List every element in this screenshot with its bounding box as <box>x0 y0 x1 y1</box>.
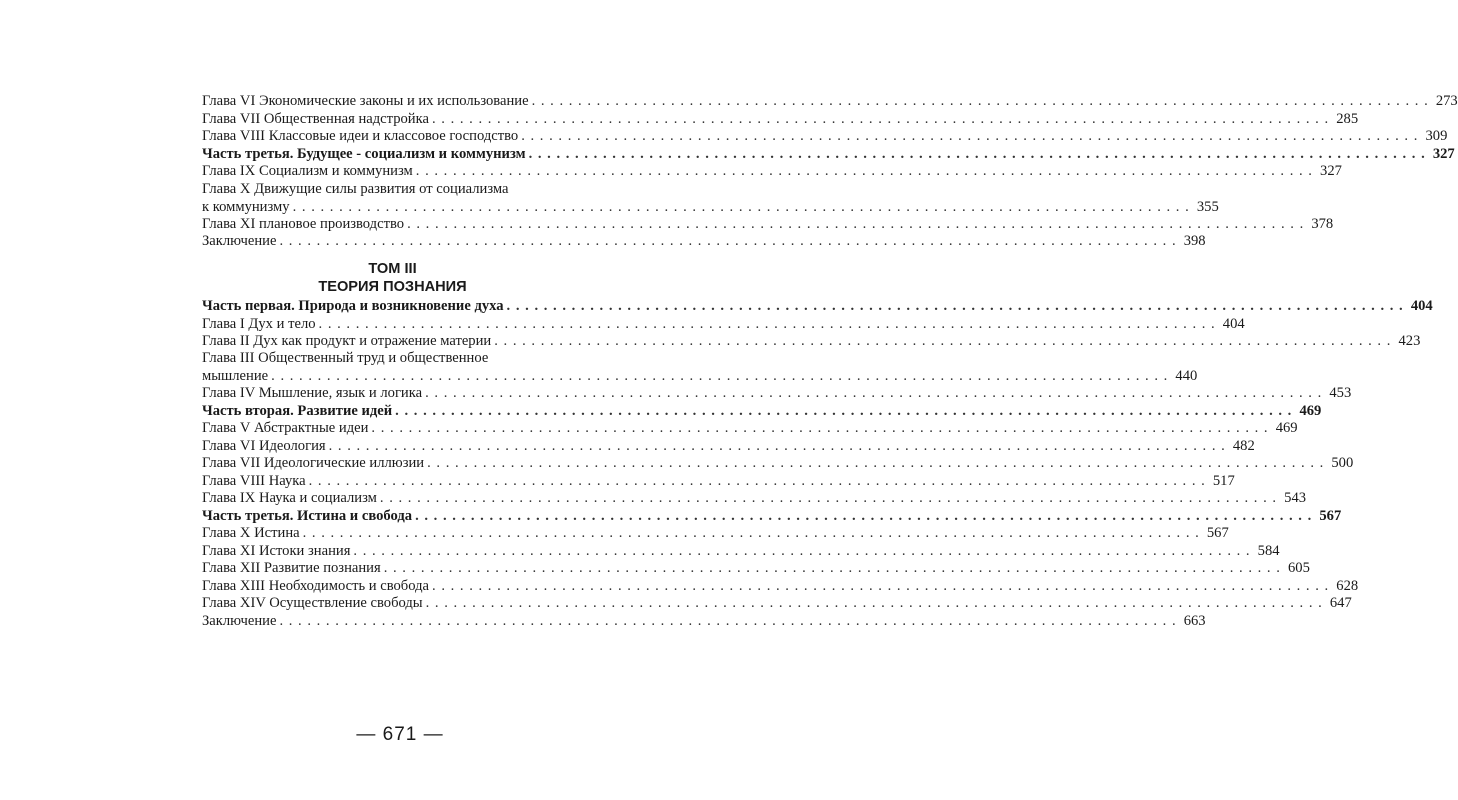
toc-entry-title: Часть первая. Природа и возникновение духа <box>202 298 504 314</box>
leader-dots <box>518 127 1421 145</box>
toc-entry-title: Глава VII Идеологические иллюзии <box>202 455 425 471</box>
toc-entry <box>202 180 1219 216</box>
toc-entry <box>202 542 1280 560</box>
toc-entry-title: Глава VI Идеология <box>202 438 326 454</box>
toc-entry <box>202 612 1206 630</box>
page-number: — 671 — <box>356 724 444 745</box>
toc-entry-page: 285 <box>1336 111 1359 127</box>
toc-entry <box>202 232 1206 250</box>
volume-title: ТЕОРИЯ ПОЗНАНИЯ <box>318 279 467 295</box>
leader-dots <box>412 507 1315 525</box>
toc-entry-page: 517 <box>1212 473 1235 489</box>
toc-entry <box>202 315 1245 333</box>
toc-entry-page: 469 <box>1299 403 1322 419</box>
toc-entry <box>202 559 1310 577</box>
toc-entry-title: Глава X Движущие силы развития от социализма <box>202 181 509 197</box>
toc-entry-title: Глава IX Социализм и коммунизм <box>202 163 413 179</box>
toc-entry-title: Глава VI Экономические законы и их использование <box>202 93 529 109</box>
leader-dots <box>424 454 1327 472</box>
leader-dots <box>368 419 1271 437</box>
toc-entry-page: 440 <box>1175 368 1198 384</box>
leader-dots <box>529 92 1432 110</box>
leader-dots <box>392 402 1295 420</box>
toc-entry-page: 404 <box>1410 298 1433 314</box>
toc-entry-page: 327 <box>1432 146 1455 162</box>
toc-entry-page: 567 <box>1319 508 1342 524</box>
toc-entry-page: 398 <box>1183 233 1206 249</box>
toc-entry-title: Глава II Дух как продукт и отражение материи <box>202 333 492 349</box>
leader-dots <box>290 198 1193 216</box>
toc-entry-title: Заключение <box>202 613 277 629</box>
leader-dots <box>268 367 1171 385</box>
toc-entry <box>202 472 1235 490</box>
toc-part-heading <box>202 507 1342 525</box>
toc-entry <box>202 215 1334 233</box>
leader-dots <box>429 577 1332 595</box>
toc-entry-page: 605 <box>1287 560 1310 576</box>
toc-entry-title: Глава XI плановое производство <box>202 216 405 232</box>
toc-entry <box>202 524 1229 542</box>
toc-entry-title: Часть третья. Будущее - социализм и коммунизм <box>202 146 526 162</box>
leader-dots <box>377 489 1280 507</box>
toc-entry <box>202 594 1352 612</box>
toc-entry-title: Часть третья. Истина и свобода <box>202 508 413 524</box>
toc-entry-title: Глава XIII Необходимость и свобода <box>202 578 430 594</box>
leader-dots <box>404 215 1307 233</box>
toc-part-heading <box>202 402 1322 420</box>
leader-dots <box>316 315 1219 333</box>
leader-dots <box>423 594 1326 612</box>
toc-entry-page: 663 <box>1183 613 1206 629</box>
toc-entry-title: Глава XIV Осуществление свободы <box>202 595 423 611</box>
toc-entry-page: 482 <box>1232 438 1255 454</box>
toc-entry-title: Глава III Общественный труд и общественное <box>202 350 489 366</box>
toc-entry-page: 584 <box>1257 543 1280 559</box>
leader-dots <box>526 145 1429 163</box>
toc-entry <box>202 162 1342 180</box>
leader-dots <box>429 110 1332 128</box>
leader-dots <box>326 437 1229 455</box>
toc-entry-page: 567 <box>1206 525 1229 541</box>
leader-dots <box>422 384 1325 402</box>
leader-dots <box>306 472 1209 490</box>
leader-dots <box>491 332 1394 350</box>
toc-entry-page: 404 <box>1222 316 1245 332</box>
leader-dots <box>413 162 1316 180</box>
toc-entry-title: Глава XII Развитие познания <box>202 560 381 576</box>
toc-entry-title: Глава VIII Классовые идеи и классовое господство <box>202 128 519 144</box>
toc-entry <box>202 577 1359 595</box>
toc-entry-page: 500 <box>1331 455 1354 471</box>
toc-entry-page: 309 <box>1425 128 1448 144</box>
toc-entry-title: Глава I Дух и тело <box>202 316 316 332</box>
leader-dots <box>276 612 1179 630</box>
toc-entry-page: 647 <box>1329 595 1352 611</box>
toc-entry <box>202 454 1354 472</box>
toc-entry-title-continued: к коммунизму <box>202 199 290 215</box>
toc-entry-title: Глава VIII Наука <box>202 473 306 489</box>
toc-entry-title: Глава VII Общественная надстройка <box>202 111 429 127</box>
toc-entry <box>202 419 1298 437</box>
leader-dots <box>381 559 1284 577</box>
leader-dots <box>504 297 1407 315</box>
toc-entry-page: 628 <box>1336 578 1359 594</box>
leader-dots <box>350 542 1253 560</box>
toc-entry-title-continued: мышление <box>202 368 269 384</box>
toc-entry <box>202 110 1359 128</box>
toc-entry-page: 273 <box>1435 93 1458 109</box>
toc-entry-page: 378 <box>1311 216 1334 232</box>
toc-entry-page: 423 <box>1398 333 1421 349</box>
toc-entry-title: Часть вторая. Развитие идей <box>202 403 393 419</box>
toc-entry <box>202 384 1352 402</box>
toc-entry <box>202 127 1448 145</box>
leader-dots <box>276 232 1179 250</box>
volume-label: ТОМ III <box>368 261 417 277</box>
toc-entry <box>202 92 1458 110</box>
toc-part-heading <box>202 145 1455 163</box>
toc-entry <box>202 349 1198 385</box>
toc-entry-title: Глава IV Мышление, язык и логика <box>202 385 423 401</box>
toc-entry-title: Заключение <box>202 233 277 249</box>
toc-entry-page: 355 <box>1196 199 1219 215</box>
leader-dots <box>300 524 1203 542</box>
toc-entry-title: Глава IX Наука и социализм <box>202 490 377 506</box>
toc-entry <box>202 489 1307 507</box>
toc-entry <box>202 437 1255 455</box>
toc-entry-title: Глава XI Истоки знания <box>202 543 351 559</box>
toc-entry-page: 543 <box>1284 490 1307 506</box>
toc-entry-title: Глава X Истина <box>202 525 300 541</box>
toc-part-heading <box>202 297 1433 315</box>
toc-entry-title: Глава V Абстрактные идеи <box>202 420 369 436</box>
toc-entry-page: 469 <box>1275 420 1298 436</box>
toc-entry <box>202 332 1421 350</box>
toc-entry-page: 327 <box>1320 163 1342 179</box>
toc-entry-page: 453 <box>1329 385 1352 401</box>
